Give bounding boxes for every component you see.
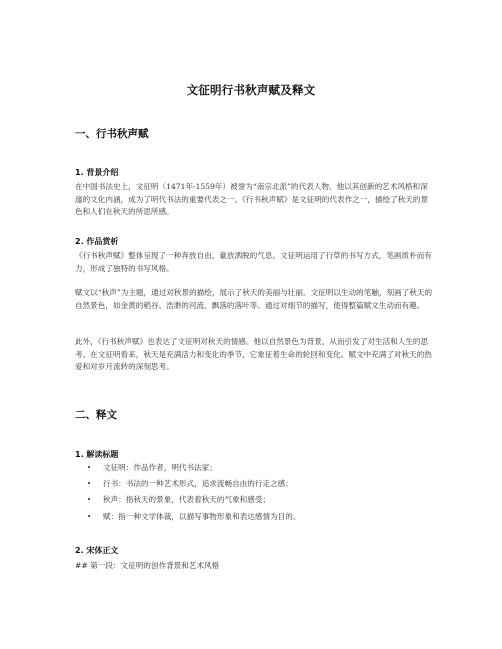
paragraph-songti-first: ## 第一段：文征明的创作背景和艺术风格 <box>75 561 220 570</box>
bullet-dot-icon: • <box>87 512 92 521</box>
bullet-item <box>75 460 435 476</box>
bullet-dot-icon: • <box>87 496 92 505</box>
bullet-dot-icon: • <box>87 480 92 489</box>
paragraph-appreciation-3: 此外，《行书秋声赋》也表达了文征明对秋天的情感。他以自然景色为背景，从而引发了对生活和人生的思考。在文征明看来，秋天是充满活力和变化的季节，它象征着生命的轮回和变化。赋文中充满了对秋天的热爱和对岁月流转的深刻思考。 <box>75 337 432 372</box>
bullet-item <box>75 492 435 508</box>
bullet-list-interpret <box>75 460 435 525</box>
bullet-text: 行书：书法的一种艺术形式，追求流畅自由的行走之感； <box>103 479 293 489</box>
bullet-text: 文征明：作品作者，明代书法家； <box>103 463 217 472</box>
bullet-dot-icon: • <box>87 464 92 472</box>
paragraph-appreciation-1: 《行书秋声赋》整体呈现了一种奔放自由、豪放洒脱的气息。文征明运用了行草的书写方式，笔画质朴而有力，形成了独特的书写风格。 <box>75 251 432 273</box>
subheading-appreciation: 2. 作品赏析 <box>75 237 119 246</box>
section-heading-calligraphy: 一、行书秋声赋 <box>75 128 149 140</box>
subheading-interpret-title: 1. 解读标题 <box>75 450 119 459</box>
section-heading-interpretation: 二、释文 <box>75 409 117 421</box>
bullet-text: 秋声：指秋天的景象，代表着秋天的气象和感受； <box>103 495 271 505</box>
subheading-background: 1. 背景介绍 <box>75 168 119 177</box>
paragraph-background: 在中国书法史上，文征明（1471年-1559年）被誉为“南宗北派”的代表人物。他以其创新的艺术风格和深邃的文化内涵，成为了明代书法的重要代表之一。《行书秋声赋》是文征明的代表作之一，描绘了秋天的景色和人们在秋天的所思所感。 <box>75 182 429 217</box>
bullet-item <box>75 476 435 492</box>
document-title: 文征明行书秋声赋及释文 <box>186 83 316 97</box>
bullet-text: 赋：指一种文学体裁，以描写事物形象和表达感情为目的。 <box>103 511 301 521</box>
subheading-songti-body: 2. 宋体正文 <box>75 546 119 555</box>
bullet-item <box>75 509 435 525</box>
paragraph-appreciation-2: 赋文以“秋声”为主题，通过对秋景的描绘，展示了秋天的美丽与壮丽。文征明以生动的笔触，刻画了秋天的自然景色，如金黄的稻谷、浩渺的河流、飘落的落叶等。通过对细节的描写，使得整篇赋文生动而有趣。 <box>75 288 433 310</box>
